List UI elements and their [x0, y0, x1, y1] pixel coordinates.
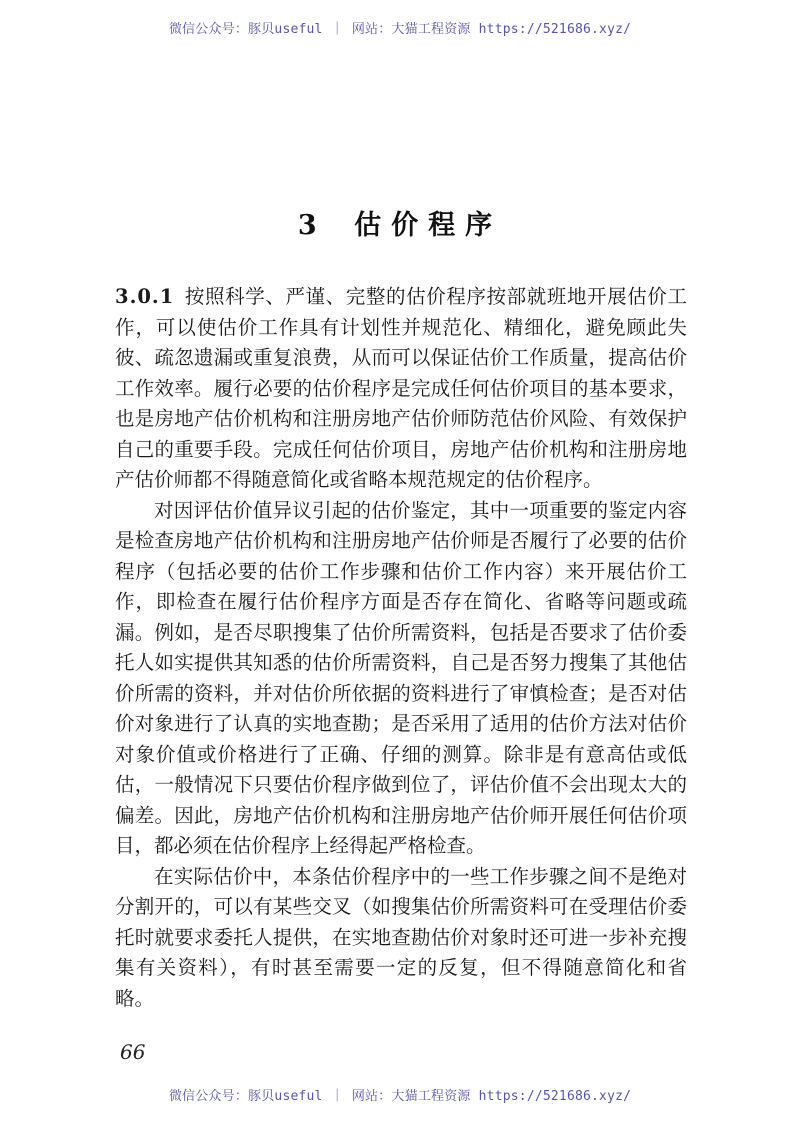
clause-number: 3.0.1 — [115, 285, 175, 308]
watermark-bottom: 微信公众号：豚贝useful ｜ 网站：大猫工程资源 https://521686.xyz/ — [168, 1089, 632, 1104]
paragraph-1 — [115, 282, 687, 496]
paragraph-1-text: 按照科学、严谨、完整的估价程序按部就班地开展估价工作，可以使估价工作具有计划性并规范化、精细化，避免顾此失彼、疏忽遗漏或重复浪费，从而可以保证估价工作质量，提高估价工作效率。履行必要的估价程序是完成任何估价项目的基本要求，也是房地产估价机构和注册房地产估价师防范估价风险、有效保护自己的重要手段。完成任何估价项目，房地产估价机构和注册房地产估价师都不得随意简化或省略本规范规定的估价程序。 — [115, 285, 687, 491]
body-text — [115, 282, 687, 1014]
chapter-number: 3 — [297, 210, 327, 241]
chapter-title-text: 估价程序 — [354, 210, 503, 241]
chapter-title — [0, 203, 800, 242]
page-number: 66 — [120, 1040, 146, 1064]
paragraph-2: 对因评估价值异议引起的估价鉴定，其中一项重要的鉴定内容是检查房地产估价机构和注册房地产估价师是否履行了必要的估价程序（包括必要的估价工作步骤和估价工作内容）来开展估价工作，即检查在履行估价程序方面是否存在简化、省略等问题或疏漏。例如，是否尽职搜集了估价所需资料，包括是否要求了估价委托人如实提供其知悉的估价所需资料，自己是否努力搜集了其他估价所需的资料，并对估价所依据的资料进行了审慎检查；是否对估价对象进行了认真的实地查勘；是否采用了适用的估价方法对估价对象价值或价格进行了正确、仔细的测算。除非是有意高估或低估，一般情况下只要估价程序做到位了，评估价值不会出现太大的偏差。因此，房地产估价机构和注册房地产估价师开展任何估价项目，都必须在估价程序上经得起严格检查。 — [115, 498, 687, 857]
paragraph-3: 在实际估价中，本条估价程序中的一些工作步骤之间不是绝对分割开的，可以有某些交叉（如搜集估价所需资料可在受理估价委托时就要求委托人提供，在实地查勘估价对象时还可进一步补充搜集有关资料），有时甚至需要一定的反复，但不得随意简化和省略。 — [115, 864, 687, 1010]
watermark-top: 微信公众号：豚贝useful ｜ 网站：大猫工程资源 https://521686.xyz/ — [168, 22, 632, 37]
